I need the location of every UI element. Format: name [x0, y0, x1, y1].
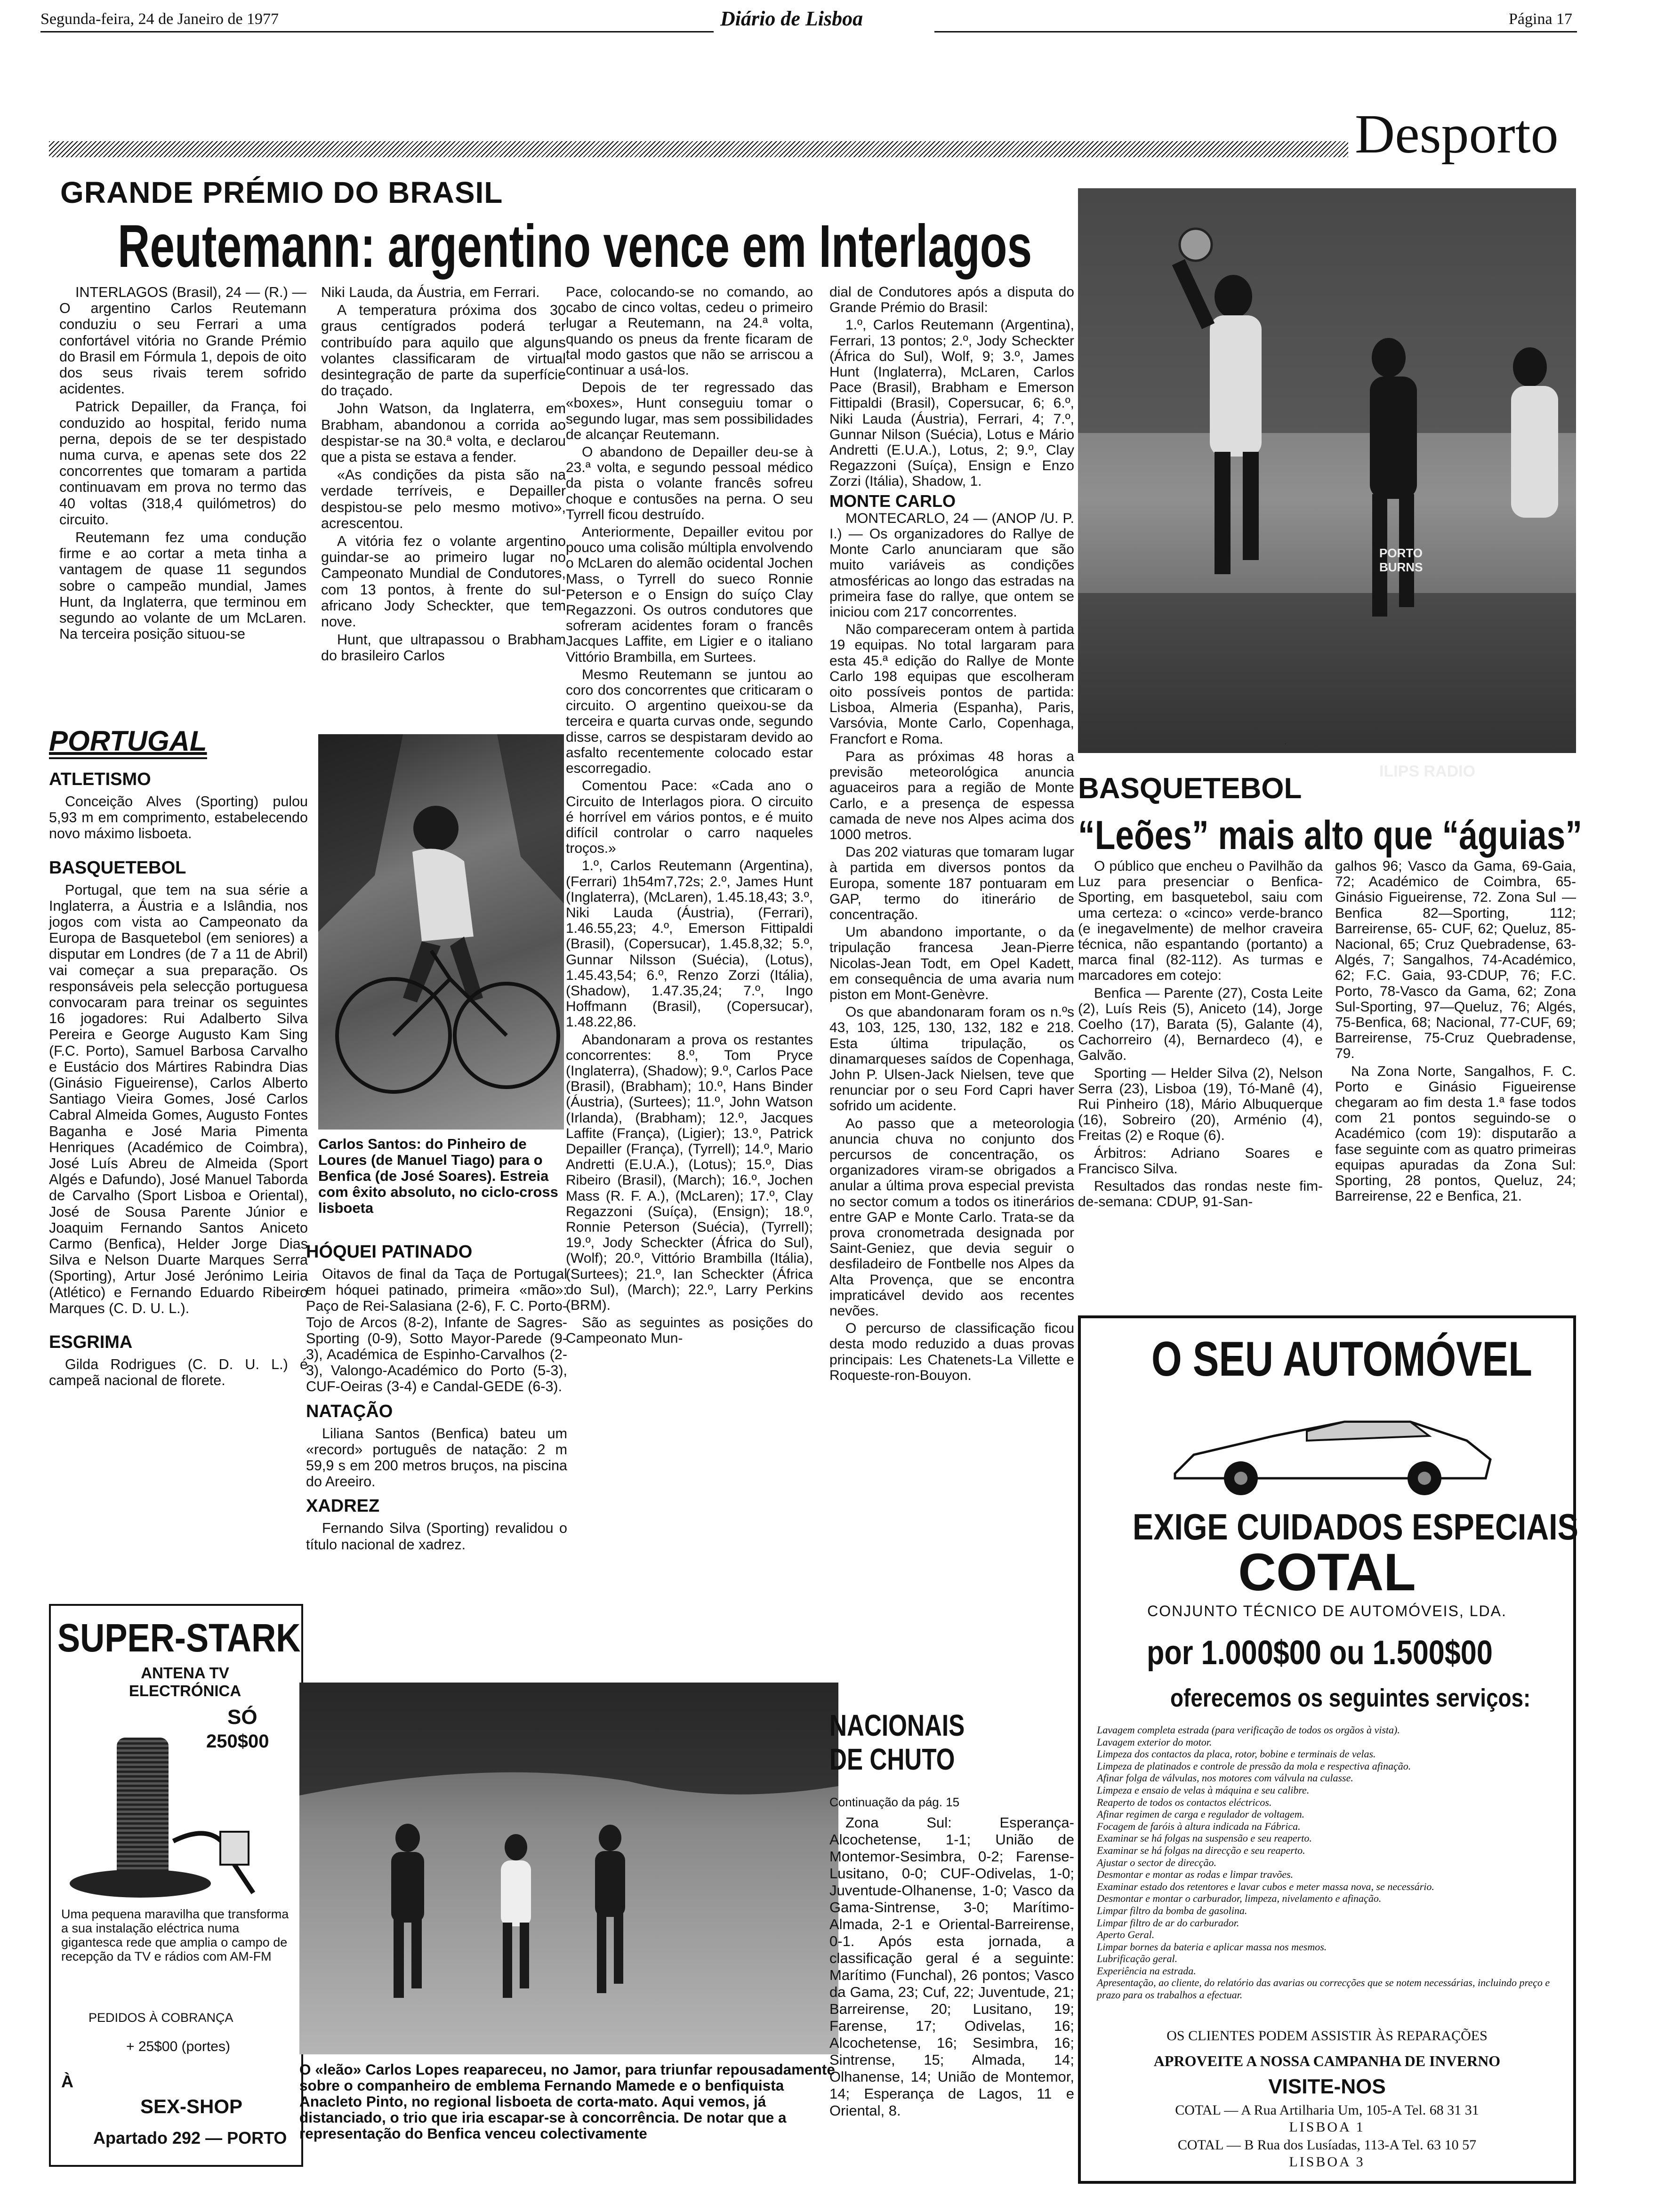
ad-only: SÓ — [227, 1706, 257, 1729]
paragraph: A vitória fez o volante argentino guindar-se ao primeiro lugar no Campeonato Mundial de Condutores, com 13 pontos, à frente do sul-africano Jody Scheckter, que tem nove. — [321, 533, 566, 630]
xadrez-title: XADREZ — [306, 1496, 380, 1516]
service-item: Limpeza e ensaio de velas à máquina e seu calibre. — [1097, 1784, 1310, 1796]
paragraph: Os que abandonaram foram os n.ºs 43, 103, 125, 130, 132, 182 e 218. Esta última tripulação, os dinamarqueses saídos de Copenhaga, John P. Ulsen-Jack Nielsen, teve que renunciar por o seu Ford Capri haver sofrido um acidente. — [829, 1004, 1074, 1114]
service-item: Limpar filtro da bomba de gasolina. — [1097, 1904, 1247, 1916]
portugal-section — [49, 725, 308, 1391]
service-item: Reaperto de todos os contactos eléctricos. — [1097, 1796, 1272, 1808]
cotal-address-2: COTAL — B Rua dos Lusíadas, 113-A Tel. 63 10 57 — [1177, 2137, 1477, 2153]
hoquei-text — [306, 1266, 567, 1395]
paragraph: Hunt, que ultrapassou o Brabham do brasileiro Carlos — [321, 632, 566, 664]
article-headline: Reutemann: argentino vence em Interlagos — [118, 213, 1032, 280]
antenna-illustration — [65, 1723, 282, 1902]
service-item: Afinar regimen de carga e regulador de voltagem. — [1097, 1808, 1305, 1820]
paragraph: Anteriormente, Depailler evitou por pouco uma colisão múltipla envolvendo o McLaren do alemão ocidental Jochen Mass, o Tyrrell do sueco Ronnie Peterson e o Ensign do suíço Clay Regazzoni. Os outros condutores que sofreram acidentes foram o francês Jacques Laffite, em Ligier e o italiano Vittório Brambilla, em Surtees. — [566, 524, 813, 665]
page-number: Página 17 — [1509, 10, 1573, 28]
basquetebol-text — [49, 882, 308, 1316]
ad-address: Apartado 292 — PORTO — [93, 2128, 287, 2148]
atletismo-text — [49, 793, 308, 842]
service-item: Aperto Geral. — [1097, 1929, 1155, 1941]
service-item: Desmontar e montar as rodas e limpar travões. — [1097, 1868, 1294, 1881]
article-col-1 — [59, 284, 306, 644]
natacao-text — [306, 1426, 567, 1490]
cotal-subtitle: EXIGE CUIDADOS ESPECIAIS — [1133, 1506, 1578, 1547]
nacionais-text — [829, 1814, 1074, 2119]
paragraph: Conceição Alves (Sporting) pulou 5,93 m em comprimento, estabelecendo novo máximo lisboeta. — [49, 793, 308, 842]
cotal-title: O SEU AUTOMÓVEL — [1151, 1332, 1532, 1387]
paragraph: Niki Lauda, da Áustria, em Ferrari. — [321, 284, 540, 300]
paragraph: Árbitros: Adriano Soares e Francisco Silva. — [1078, 1145, 1323, 1177]
ad-postage: + 25$00 (portes) — [126, 2039, 230, 2054]
atletismo-title: ATLETISMO — [49, 769, 151, 789]
monte-carlo-title: MONTE CARLO — [829, 491, 956, 511]
basket-kicker: BASQUETEBOL — [1078, 772, 1302, 805]
cotal-brand-full: CONJUNTO TÉCNICO DE AUTOMÓVEIS, LDA. — [1147, 1603, 1507, 1619]
service-item: Experiência na estrada. — [1097, 1964, 1196, 1977]
paragraph: «As condições da pista são na verdade terríveis, e Depailler despistou-se pelo mesmo motivo», acrescentou. — [321, 467, 566, 531]
service-item: Focagem de faróis à altura indicada na Fábrica. — [1097, 1820, 1301, 1832]
paragraph: Das 202 viaturas que tomaram lugar à partida em diversos pontos da Europa, somente 187 pontuaram em GAP, termo do itinerário de concentração. — [829, 844, 1074, 922]
paragraph: Depois de ter regressado das «boxes», Hunt conseguiu tomar o segundo lugar, mas sem possibilidades de alcançar Reutemann. — [566, 380, 813, 442]
continued-note: Continuação da pág. 15 — [829, 1795, 960, 1809]
cotal-campaign: APROVEITE A NOSSA CAMPANHA DE INVERNO — [1153, 2052, 1501, 2069]
basket-col-2 — [1335, 858, 1576, 1206]
cotal-services-list — [1097, 1724, 1568, 2001]
cotal-price: por 1.000$00 ou 1.500$00 — [1147, 1634, 1493, 1672]
paragraph: Sporting — Helder Silva (2), Nelson Serra (23), Lisboa (19), Tó-Manê (4), Rui Pinheiro (18), Mário Albuquerque (16), Sobreiro (20), Arménio (4), Freitas (2) e Roque (6). — [1078, 1065, 1323, 1144]
basketball-illustration — [1078, 188, 1576, 753]
newspaper-name: Diário de Lisboa — [720, 7, 863, 30]
service-item: Desmontar e montar o carburador, limpeza, nivelamento e afinação. — [1097, 1892, 1382, 1905]
basket-headline: “Leões” mais alto que “águias” — [1078, 813, 1583, 858]
ad-description: Uma pequena maravilha que transforma a sua instalação eléctrica numa gigantesca rede que amplia o campo de recepção da TV e rádios com AM-FM — [61, 1907, 289, 1964]
paragraph: O abandono de Depailler deu-se à 23.ª volta, e segundo pessoal médico da pista o volante francês sofreu choque e contusões na perna. O seu Tyrrell ficou destruído. — [566, 444, 813, 522]
portugal-title: PORTUGAL — [49, 725, 207, 759]
nacionais-title-1: NACIONAIS — [829, 1708, 965, 1742]
section-title: Desporto — [1355, 103, 1559, 165]
cotal-address-2b: LISBOA 3 — [1289, 2154, 1365, 2170]
paragraph: São as seguintes as posições do Campeonato Mun- — [566, 1315, 813, 1346]
paragraph: John Watson, da Inglaterra, em Brabham, abandonou a corrida ao despistar-se na 30.ª volta, e declarou que a pista se estava a fender. — [321, 401, 566, 465]
paragraph: galhos 96; Vasco da Gama, 69-Gaia, 72; Académico de Coimbra, 65-Ginásio Figueirense, 72. Zona Sul — Benfica 82—Sporting, 112; Barreirense, 65- CUF, 62; Queluz, 85-Nacional, 65; Cruz Quebradense, 63-Algés, 7; Sangalhos, 74-Académico, 62; F.C. Gaia, 93-CDUP, 76; F.C. Porto, 78-Vasco da Gama, 62; Zona Sul-Sporting, 97—Queluz, 76; Algés, 75-Benfica, 68; Nacional, 77-CUF, 69; Barreirense, 75-Cruz Quebradense, 79. — [1335, 858, 1576, 1062]
service-item: Examinar se há folgas na suspensão e seu reaperto. — [1097, 1832, 1312, 1844]
ad-order: PEDIDOS À COBRANÇA — [88, 2011, 233, 2025]
section-hatch-bar — [49, 141, 1348, 157]
paragraph: Reutemann fez uma condução firme e ao cortar a meta tinha a vantagem de quase 11 segundos sobre o campeão mundial, James Hunt, da Inglaterra, que terminou em segundo ao volante de um McLaren. Na terceira posição situou-se — [59, 529, 306, 642]
service-item: Ajustar o sector de direcção. — [1097, 1856, 1216, 1868]
cyclist-illustration — [318, 734, 564, 1130]
header-rule — [40, 31, 714, 32]
article-kicker: GRANDE PRÉMIO DO BRASIL — [60, 176, 503, 209]
esgrima-title: ESGRIMA — [49, 1332, 133, 1353]
paragraph: dial de Condutores após a disputa do Grande Prémio do Brasil: — [829, 284, 1074, 316]
paragraph: Não compareceram ontem à partida 19 equipas. No total largaram para esta 45.ª edição do Rallye de Monte Carlo 198 equipas que escolheram oito possíveis pontos de partida: Lisboa, Almeria (Espanha), Paris, Varsóvia, Monte Carlo, Copenhaga, Francfort e Roma. — [829, 622, 1074, 747]
paragraph: O percurso de classificação ficou desta modo reduzido a duas provas principais: Les Chatenets-La Villette e Roqueste-ron-Bouyon. — [829, 1321, 1074, 1383]
service-item: Examinar estado dos retentores e lavar cubos e meter massa nova, se necessário. — [1097, 1880, 1434, 1892]
paragraph: MONTECARLO, 24 — (ANOP /U. P. I.) — Os organizadores do Rallye de Monte Carlo anunciaram que são muito variáveis as condições atmosféricas ao longo das estradas na primeira fase do rallye, que ontem se iniciou com 217 concorrentes. — [829, 510, 1074, 620]
paragraph: Zona Sul: Esperança-Alcochetense, 1-1; União de Montemor-Sesimbra, 0-2; Farense-Lusitano, 0-0; CUF-Odivelas, 1-0; Juventude-Olhanense, 1-0; Vasco da Gama-Sintrense, 3-0; Marítimo-Almada, 2-1 e Oriental-Barreirense, 0-1. Após esta jornada, a classificação geral é a seguinte: Marítimo (Funchal), 26 pontos; Vasco da Gama, 23; Cuf, 22; Juventude, 21; Barreirense, 20; Lusitano, 19; Farense, 17; Odivelas, 16; Alcochetense, 16; Sesimbra, 16; Sintrense, 15; Almada, 14; Olhanense, 14; União de Montemor, 14; Esperança de Lagos, 11 e Oriental, 8. — [829, 1814, 1074, 2119]
esgrima-text — [49, 1356, 308, 1388]
ad-brand: SUPER-STARK — [57, 1616, 301, 1660]
car-illustration — [1166, 1403, 1495, 1497]
header-rule-right — [934, 31, 1577, 32]
service-item: Limpeza de platinados e controle de pressão da mola e respectiva afinação. — [1097, 1760, 1411, 1772]
hoquei-title: HÓQUEI PATINADO — [306, 1242, 473, 1262]
cyclist-caption: Carlos Santos: do Pinheiro de Loures (de Manuel Tiago) para o Benfica (de José Soares). Estreia com êxito absoluto, no ciclo-cross lisboeta — [318, 1136, 558, 1216]
article-col-2 — [321, 284, 566, 666]
paragraph: Fernando Silva (Sporting) revalidou o título nacional de xadrez. — [306, 1520, 567, 1553]
cotal-clients: OS CLIENTES PODEM ASSISTIR ÀS REPARAÇÕES — [1166, 2028, 1488, 2044]
service-item: Limpeza dos contactos da placa, rotor, bobine e terminais de velas. — [1097, 1748, 1376, 1760]
service-item: Apresentação, ao cliente, do relatório das avarias ou correcções que se notem necessárias, incluindo preço e prazo para os trabalhos a efectuar. — [1097, 1977, 1550, 2001]
paragraph: Um abandono importante, o da tripulação francesa Jean-Pierre Nicolas-Jean Todt, em Opel Kadett, em consequência de uma avaria num piston em Mont-Genèvre. — [829, 924, 1074, 1002]
paragraph: 1.º, Carlos Reutemann (Argentina), Ferrari, 13 pontos; 2.º, Jody Scheckter (África do Sul), Wolf, 9; 3.º, James Hunt (Inglaterra), McLaren, Carlos Pace (Brasil), Brabham e Emerson Fittipaldi (Brasil), Copersucar, 6; 6.º, Niki Lauda (Áustria), Ferrari, 4; 7.º, Gunnar Nilson (Suécia), Lotus e Mário Andretti (E.U.A.), Lotus, 2; 9.º, Clay Regazzoni (Suíça), Ensign e Enzo Zorzi (Itália), Shadow, 1. — [829, 317, 1074, 489]
service-item: Limpar filtro de ar do carburador. — [1097, 1916, 1239, 1929]
cotal-offer: oferecemos os seguintes serviços: — [1170, 1684, 1531, 1712]
paragraph: O público que encheu o Pavilhão da Luz para presenciar o Benfica-Sporting, em basquetebol, saiu com uma certeza: o «cinco» verde-branco (e inegavelmente) de melhor craveira técnica, não espantando (portanto) a marca final (82-112). As turmas e marcadores em cotejo: — [1078, 858, 1323, 984]
paragraph: Resultados das rondas neste fim-de-semana: CDUP, 91-San- — [1078, 1178, 1323, 1210]
page-date: Segunda-feira, 24 de Janeiro de 1977 — [40, 10, 279, 28]
paragraph: Comentou Pace: «Cada ano o Circuito de Interlagos piora. O circuito é horrível em vários pontos, e é muito difícil controlar o carro naqueles troços.» — [566, 778, 813, 857]
paragraph: Ao passo que a meteorologia anuncia chuva no conjunto dos percursos de concentração, os organizadores viram-se obrigados a anular a última prova especial prevista no sector comum a todos os itinerários entre GAP e Monte Carlo. Trata-se da prova cronometrada designada por Saint-Geniez, que devia seguir o desfiladeiro de Fontbelle nos Alpes da Alta Provença, que se encontra impraticável devido aos recentes nevões. — [829, 1115, 1074, 1319]
ad-shop: SEX-SHOP — [140, 2095, 243, 2117]
paragraph: Mesmo Reutemann se juntou ao coro dos concorrentes que criticaram o circuito. O argentino queixou-se da terceira e quarta curvas onde, segundo disse, carros se despistaram devido ao asfalto recentemente colocado estar escorregadio. — [566, 666, 813, 777]
paragraph: A temperatura próxima dos 30 graus centígrados poderá ter contribuído para aquilo que alguns volantes classificaram de virtual desintegração de parte da superfície do traçado. — [321, 302, 566, 399]
cotal-address-1: COTAL — A Rua Artilharia Um, 105-A Tel. 68 31 31 — [1175, 2102, 1479, 2118]
service-item: Lubrificação geral. — [1097, 1953, 1178, 1965]
cotal-address-1b: LISBOA 1 — [1289, 2119, 1365, 2135]
basketball-photo — [1078, 188, 1576, 780]
cotal-ad — [1078, 1315, 1576, 2184]
runners-caption: O «leão» Carlos Lopes reapareceu, no Jamor, para triunfar repousadamente sobre o companheiro de emblema Fernando Mamede e o benfiquista Anacleto Pinto, no regional lisboeta de corta-mato. Aqui vemos, já distanciado, o trio que iria escapar-se à concorrência. De notar que a representação do Benfica venceu colectivamente — [299, 2061, 835, 2142]
paragraph: Oitavos de final da Taça de Portugal em hóquei patinado, primeira «mão»: Paço de Rei-Salasiana (2-6), F. C. Porto-Tojo de Arcos (8-2), Infante de Sagres-Sporting (0-9), Sotto Mayor-Parede (9-3), Académica de Espinho-Carvalhos (2-3), Valongo-Académico do Porto (5-3), CUF-Oeiras (3-4) e Candal-GEDE (6-3). — [306, 1266, 567, 1395]
service-item: Limpar bornes da bateria e aplicar massa nos mesmos. — [1097, 1940, 1327, 1953]
paragraph: Pace, colocando-se no comando, ao cabo de cinco voltas, cedeu o primeiro lugar a Reutemann, na 24.ª volta, quando os pneus da frente ficaram de tal modo gastos que não se arriscou a continuar a usá-los. — [566, 284, 813, 378]
cotal-brand: COTAL — [1238, 1543, 1416, 1602]
cyclist-photo — [318, 734, 564, 1130]
cotal-visit: VISITE-NOS — [1268, 2075, 1386, 2098]
article-col-3 — [566, 284, 813, 1348]
article-col-4 — [829, 284, 1074, 1385]
ad-product: ANTENA TV ELECTRÓNICA — [129, 1664, 241, 1699]
paragraph: Patrick Depailler, da França, foi conduzido ao hospital, ferido numa perna, depois de se ter despistado numa curva, e apenas sete dos 22 concorrentes que tomaram a partida continuavam em prova no termo das 40 voltas (318,4 quilómetros) do circuito. — [59, 399, 306, 528]
service-item: Lavagem completa estrada (para verificação de todos os orgãos à vista). — [1097, 1724, 1400, 1736]
ad-price: 250$00 — [206, 1731, 269, 1752]
xadrez-text — [306, 1520, 567, 1552]
basquetebol-title: BASQUETEBOL — [49, 858, 186, 878]
arena-banner-philips: ILIPS RADIO — [1379, 762, 1476, 780]
paragraph: Abandonaram a prova os restantes concorrentes: 8.º, Tom Pryce (Inglaterra), (Shadow); 9.º, Carlos Pace (Brasil), (Brabham); 10.º, Hans Binder (Áustria), (Surtees); 11.º, John Watson (Irlanda), (Brabham); 12.º, Jacques Laffite (França), (Ligier); 13.º, Patrick Depailler (França), (Tyrrell); 14.º, Mario Andretti (E.U.A.), (Lotus); 15.º, Dias Ribeiro (Brasil), (March); 16.º, Jochen Mass (R. F. A.), (McLaren); 17.º, Clay Regazzoni (Suíça), (Ensign); 18.º, Ronnie Peterson (Suécia), (Tyrrell); 19.º, Jody Scheckter (África do Sul), (Wolf); 20.º, Vittório Brambilla (Itália), (Surtees); 21.º, Ian Scheckter (África do Sul), (March); 22.º, Larry Perkins (BRM). — [566, 1032, 813, 1313]
paragraph: Para as próximas 48 horas a previsão meteorológica anuncia aguaceiros para a região de Monte Carlo, e a presença de espessa camada de neve nos Alpes acima dos 1000 metros. — [829, 748, 1074, 842]
sports-briefs — [306, 1235, 567, 1555]
runners-photo — [299, 1683, 838, 2054]
natacao-title: NATAÇÃO — [306, 1401, 393, 1421]
paragraph: INTERLAGOS (Brasil), 24 — (R.) — O argentino Carlos Reutemann conduziu o seu Ferrari a uma confortável vitória no Grande Prémio do Brasil em Fórmula 1, depois de oito dos seus rivais terem sofrido acidentes. — [59, 284, 306, 397]
paragraph: Portugal, que tem na sua série a Inglaterra, a Áustria e a Islândia, nos jogos com vista ao Campeonato da Europa de Basquetebol (em seniores) a disputar em Londres (de 7 a 11 de Abril) vai começar a sua preparação. Os responsáveis pela selecção portuguesa convocaram para treinar os seguintes 16 jogadores: Rui Adalberto Silva Pereira e George Augusto Kam Sing (F.C. Porto), Samuel Barbosa Carvalho e Eustácio dos Mártires Rabindra Dias (Ginásio Figueirense), Carlos Alberto Santiago Vieira Gomes, José Carlos Cabral Almeida Gomes, Augusto Fontes Baganha e José Maria Pimenta Henriques (Académico de Coimbra), José Luís Abreu de Almeida (Sport Algés e Dafundo), José Manuel Taborda de Carvalho (Sport Lisboa e Oriental), José de Sousa Parente Júnior e Joaquim Fernando Santos Aniceto Carmo (Benfica), Helder Jorge Dias Silva e Nelson Duarte Marques Serra (Sporting), Artur José Jerónimo Leiria (Atlético) e Fernando Eduardo Ribeiro Marques (C. D. U. L.). — [49, 882, 308, 1316]
paragraph: 1.º, Carlos Reutemann (Argentina), (Ferrari) 1h54m7,72s; 2.º, James Hunt (Inglaterra), (McLaren), 1.45.18,43; 3.º, Niki Lauda (Áustria), (Ferrari), 1.46.55,23; 4.º, Emerson Fittipaldi (Brasil), (Copersucar), 1.45.8,32; 5.º, Gunnar Nilsson (Suécia), (Lotus), 1.45.43,54; 6.º, Renzo Zorzi (Itália), (Shadow), 1.47.35,24; 7.º, Ingo Hoffmann (Brasil), (Copersucar), 1.48.22,86. — [566, 858, 813, 1030]
basket-col-1 — [1078, 858, 1323, 1211]
arena-banner-burns: BURNS — [1379, 560, 1423, 574]
paragraph: Na Zona Norte, Sangalhos, F. C. Porto e Ginásio Figueirense chegaram ao fim desta 1.ª fase todos com 21 pontos seguindo-se o Académico (com 19): disputarão a fase seguinte com as quatro primeiras equipas apuradas da Zona Sul: Sporting, 28 pontos, Queluz, 24; Barreirense, 22 e Benfica, 21. — [1335, 1063, 1576, 1204]
arena-banner-porto: PORTO — [1379, 546, 1423, 560]
nacionais-section — [829, 1708, 1074, 2121]
paragraph: Gilda Rodrigues (C. D. U. L.) é campeã nacional de florete. — [49, 1356, 308, 1389]
service-item: Lavagem exterior do motor. — [1097, 1736, 1212, 1748]
runners-illustration — [299, 1683, 838, 2054]
ad-to: À — [61, 2072, 73, 2091]
service-item: Afinar folga de válvulas, nos motores com válvula na culasse. — [1097, 1772, 1353, 1784]
super-stark-ad — [49, 1604, 303, 2167]
paragraph: Benfica — Parente (27), Costa Leite (2), Luís Reis (5), Aniceto (14), Jorge Coelho (17), Barata (5), Galante (4), Cachorreiro (4), Bernardeco (4), e Galvão. — [1078, 985, 1323, 1064]
nacionais-title-2: DE CHUTO — [829, 1742, 955, 1776]
service-item: Examinar se há folgas na direcção e seu reaperto. — [1097, 1844, 1305, 1856]
paragraph: Liliana Santos (Benfica) bateu um «record» português de natação: 2 m 59,9 s em 200 metros bruços, na piscina do Areeiro. — [306, 1425, 567, 1490]
